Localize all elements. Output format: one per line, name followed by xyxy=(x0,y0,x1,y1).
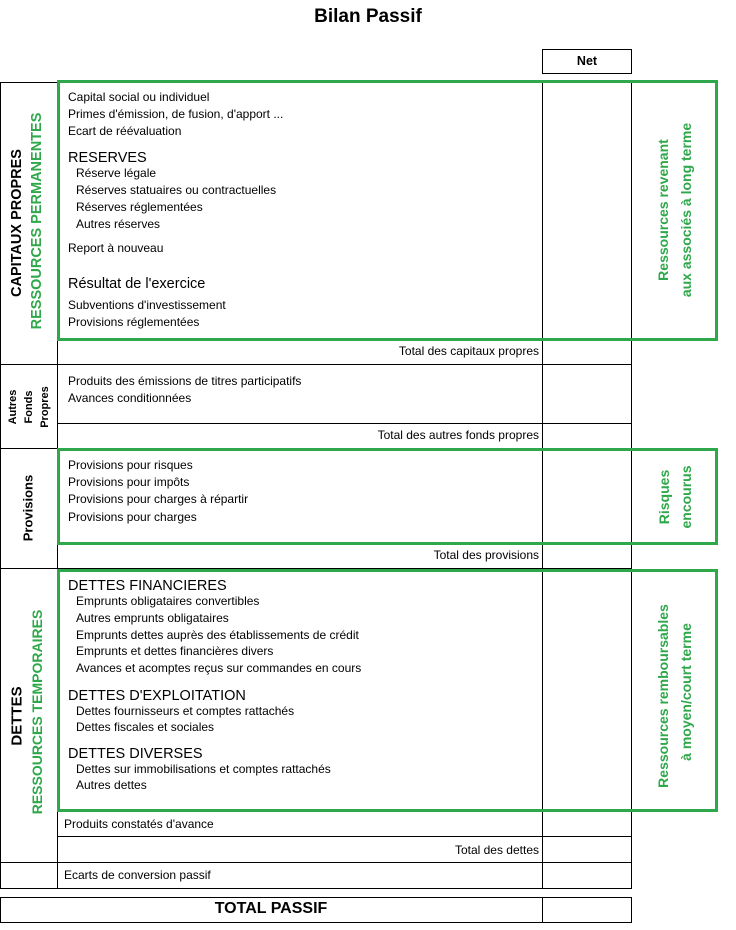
heading-dettes-diverses: DETTES DIVERSES xyxy=(68,746,203,762)
item-autres-reserves: Autres réserves xyxy=(76,217,161,231)
item-produits-emissions: Produits des émissions de titres participatifs xyxy=(68,374,302,388)
item-provisions-charges: Provisions pour charges xyxy=(68,510,197,524)
grid-line-capitaux-total-bottom xyxy=(0,364,632,365)
total-passif-label: TOTAL PASSIF xyxy=(214,900,328,917)
heading-resultat: Résultat de l'exercice xyxy=(68,276,206,292)
heading-dettes-exploitation: DETTES D'EXPLOITATION xyxy=(68,688,246,704)
total-capitaux-propres: Total des capitaux propres xyxy=(398,344,539,358)
total-dettes: Total des dettes xyxy=(454,843,539,857)
capitaux-note-line2: aux associés à long terme xyxy=(678,122,694,298)
item-avances-acomptes: Avances et acomptes reçus sur commandes en cours xyxy=(76,661,362,675)
item-avances-conditionnees: Avances conditionnées xyxy=(68,391,192,405)
grid-line-ecarts-bottom xyxy=(0,888,632,889)
item-ecarts-conversion-passif: Ecarts de conversion passif xyxy=(64,868,211,882)
dettes-note-line2: à moyen/court terme xyxy=(678,623,694,761)
item-provisions-reglementees: Provisions réglementées xyxy=(68,315,200,329)
total-provisions: Total des provisions xyxy=(433,548,539,562)
item-dettes-fournisseurs: Dettes fournisseurs et comptes rattachés xyxy=(76,704,295,718)
grid-left-border xyxy=(0,82,1,889)
capitaux-side-label: CAPITAUX PROPRES xyxy=(9,149,25,297)
heading-reserves: RESERVES xyxy=(68,150,147,166)
page-title: Bilan Passif xyxy=(314,6,422,27)
item-reserves-statutaires: Réserves statuaires ou contractuelles xyxy=(76,183,277,197)
grid-line-produits-bottom xyxy=(57,836,632,837)
item-autres-emprunts: Autres emprunts obligataires xyxy=(76,611,229,625)
item-produits-constates-avance: Produits constatés d'avance xyxy=(64,817,214,831)
dettes-note-line1: Ressources remboursables xyxy=(655,604,671,788)
capitaux-side-sublabel: RESSOURCES PERMANENTES xyxy=(29,112,45,330)
item-dettes-immobilisations: Dettes sur immobilisations et comptes rattachés xyxy=(76,762,331,776)
item-subventions: Subventions d'investissement xyxy=(68,298,226,312)
net-column-header: Net xyxy=(542,49,632,74)
item-provisions-risques: Provisions pour risques xyxy=(68,458,193,472)
capitaux-note-line1: Ressources revenant xyxy=(655,139,671,281)
heading-dettes-financieres: DETTES FINANCIERES xyxy=(68,578,227,594)
dettes-side-sublabel: RESSOURCES TEMPORAIRES xyxy=(29,609,45,815)
item-primes: Primes d'émission, de fusion, d'apport ... xyxy=(68,107,284,121)
item-provisions-impots: Provisions pour impôts xyxy=(68,475,190,489)
total-autres-fonds-propres: Total des autres fonds propres xyxy=(377,428,539,442)
autres-side-line3: Propres xyxy=(39,386,51,428)
item-emprunts-divers: Emprunts et dettes financières divers xyxy=(76,644,274,658)
grid-line-autres-bottom xyxy=(57,423,632,424)
item-reserve-legale: Réserve légale xyxy=(76,166,157,180)
autres-side-line1: Autres xyxy=(7,389,19,425)
provisions-note-line2: encourus xyxy=(678,465,694,529)
item-autres-dettes: Autres dettes xyxy=(76,778,147,792)
autres-side-line2: Fonds xyxy=(23,390,35,424)
provisions-note-line1: Risques xyxy=(656,469,672,525)
grid-line-dettes-total-bottom xyxy=(0,862,632,863)
item-reserves-reglementees: Réserves réglementées xyxy=(76,200,203,214)
item-dettes-fiscales: Dettes fiscales et sociales xyxy=(76,720,215,734)
item-capital-social: Capital social ou individuel xyxy=(68,90,210,104)
item-report-nouveau: Report à nouveau xyxy=(68,241,164,255)
total-passif-net-divider xyxy=(542,898,543,922)
item-provisions-charges-repartir: Provisions pour charges à répartir xyxy=(68,492,249,506)
dettes-side-label: DETTES xyxy=(8,686,26,746)
item-emprunts-convertibles: Emprunts obligataires convertibles xyxy=(76,594,260,608)
provisions-side-label: Provisions xyxy=(20,474,36,542)
item-emprunts-etablissements: Emprunts dettes auprès des établissements de crédit xyxy=(76,628,359,642)
item-ecart-reevaluation: Ecart de réévaluation xyxy=(68,124,182,138)
